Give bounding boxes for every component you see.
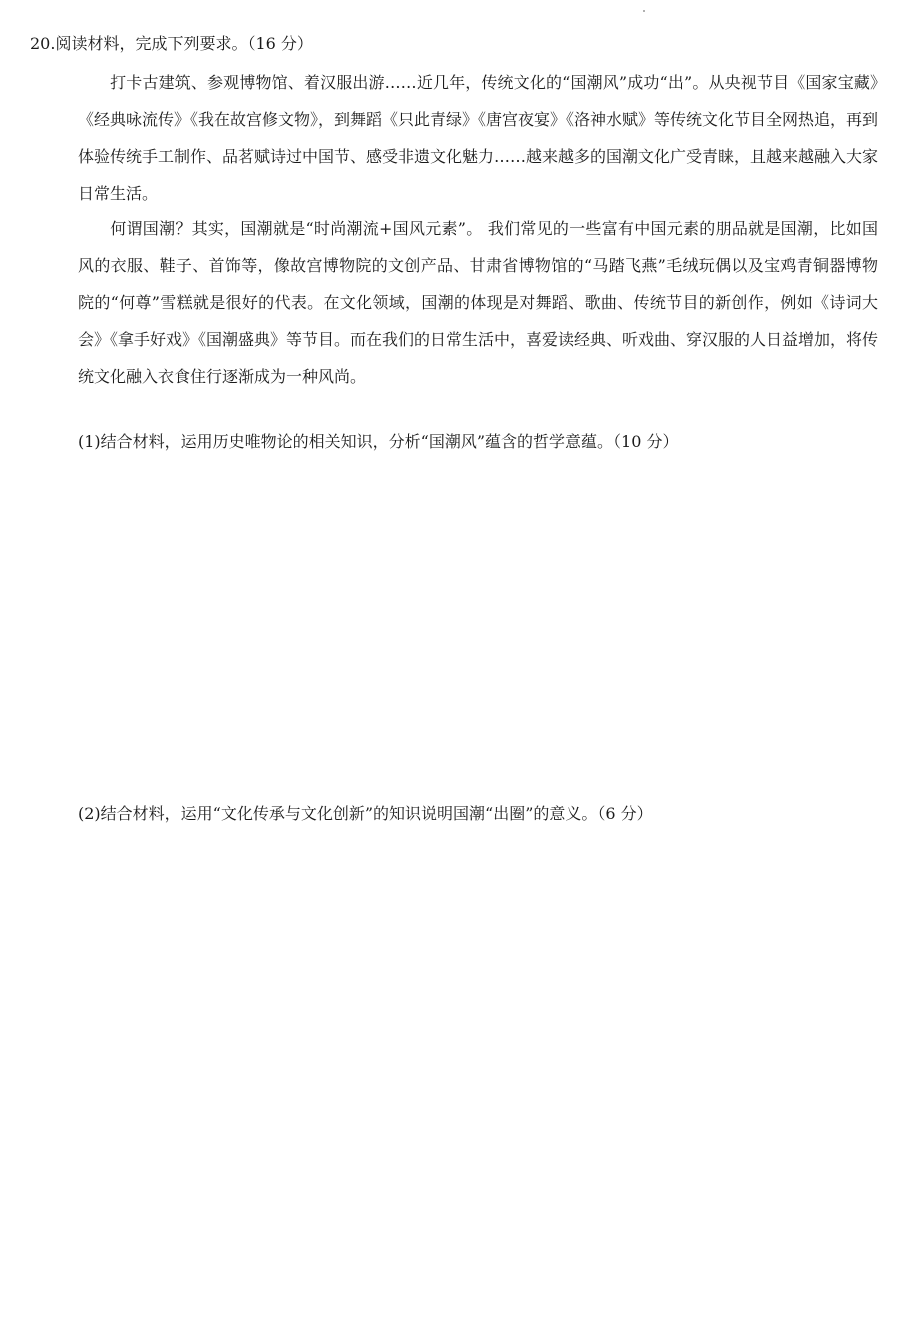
passage-paragraph-1: [78, 64, 878, 212]
passage-paragraph-2-text: 何谓国潮？其实，国潮就是“时尚潮流+国风元素”。 我们常见的一些富有中国元素的朋品就是国潮，比如国风的衣服、鞋子、首饰等，像故宫博物院的文创产品、甘肃省博物馆的“马踏飞燕”毛绒玩偶以及宝鸡青铜器博物院的“何尊”雪糕就是很好的代表。在文化领域，国潮的体现是对舞蹈、歌曲、传统节目的新创作，例如《诗词大会》《拿手好戏》《国潮盛典》等节目。而在我们的日常生活中，喜爱读经典、听戏曲、穿汉服的人日益增加，将传统文化融入衣食住行逐渐成为一种风尚。: [78, 219, 879, 386]
passage-paragraph-1-text: 打卡古建筑、参观博物馆、着汉服出游……近几年，传统文化的“国潮风”成功“出”。从央视节目《国家宝藏》《经典咏流传》《我在故宫修文物》，到舞蹈《只此青绿》《唐宫夜宴》《洛神水赋》等传统文化节目全网热追，再到体验传统手工制作、品茗赋诗过中国节、感受非遗文化魅力……越来越多的国潮文化广受青睐，且越来越融入大家日常生活。: [78, 73, 879, 203]
answer-space-2[interactable]: [78, 832, 868, 1302]
sub-question-1: (1)结合材料，运用历史唯物论的相关知识，分析“国潮风”蕴含的哲学意蕴。（10 分）: [78, 432, 679, 451]
sub-question-2: (2)结合材料，运用“文化传承与文化创新”的知识说明国潮“出圈”的意义。（6 分）: [78, 804, 653, 823]
scan-speck: [643, 10, 645, 12]
answer-space-1[interactable]: [78, 460, 868, 790]
passage-paragraph-2: [78, 210, 878, 395]
question-title: 20.阅读材料，完成下列要求。（16 分）: [30, 34, 313, 53]
